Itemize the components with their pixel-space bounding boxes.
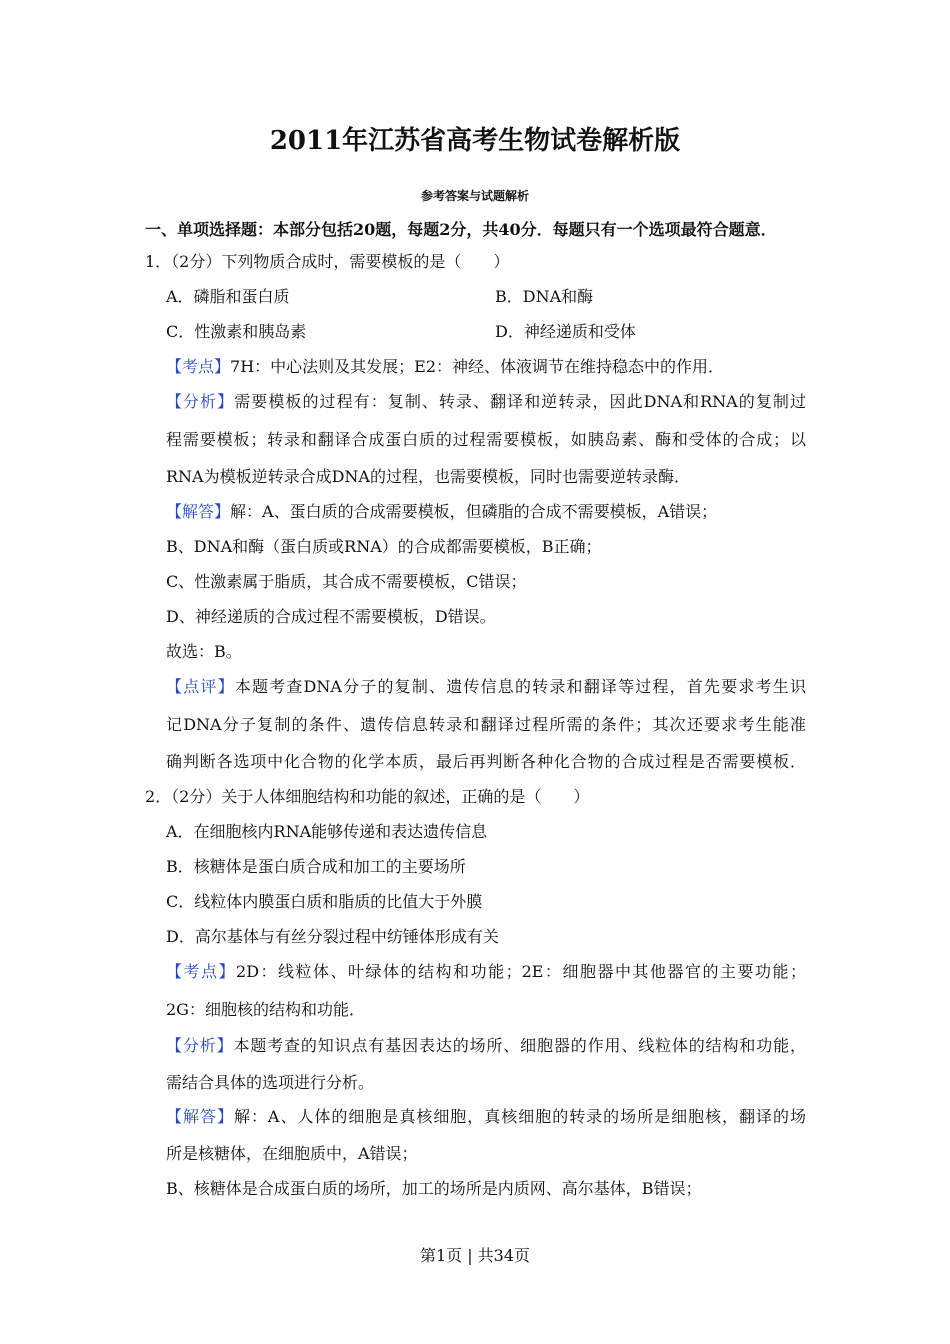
- question-stem: [145, 252, 509, 272]
- question-stem: [145, 787, 589, 807]
- text-line: [166, 857, 466, 877]
- section-tag: 【考点】: [166, 962, 237, 981]
- section-tag: 【考点】: [166, 357, 231, 376]
- answer-section-line: [166, 392, 806, 412]
- text-line: [166, 430, 806, 450]
- line-text: 故选：B。: [166, 642, 242, 661]
- option-text: A．磷脂和蛋白质: [166, 287, 290, 306]
- line-text: D、神经递质的合成过程不需要模板，D错误。: [166, 607, 496, 626]
- line-text: D．高尔基体与有丝分裂过程中纺锤体形成有关: [166, 927, 499, 946]
- text-line: [166, 467, 690, 487]
- text-line: [166, 1073, 374, 1093]
- line-text: 解：A、人体的细胞是真核细胞，真核细胞的转录的场所是细胞核，翻译的场: [233, 1107, 806, 1126]
- line-text: 解：A、蛋白质的合成需要模板，但磷脂的合成不需要模板，A错误；: [230, 502, 718, 521]
- text-line: [166, 572, 527, 592]
- line-text: 2．（2分）关于人体细胞结构和功能的叙述，正确的是（ ）: [145, 787, 590, 806]
- section-tag: 【解答】: [166, 502, 231, 521]
- line-text: 所是核糖体，在细胞质中，A错误；: [166, 1144, 418, 1163]
- section-heading: 一、单项选择题：本部分包括20题，每题2分，共40分．每题只有一个选项最符合题意．: [145, 220, 777, 239]
- text-line: [166, 1144, 418, 1164]
- line-text: 2D：线粒体、叶绿体的结构和功能；2E：细胞器中其他器官的主要功能；: [236, 962, 806, 981]
- line-text: B、核糖体是合成蛋白质的场所，加工的场所是内质网、高尔基体，B错误；: [166, 1179, 702, 1198]
- section-tag: 【点评】: [166, 677, 235, 696]
- line-text: C、性激素属于脂质，其合成不需要模板，C错误；: [166, 572, 527, 591]
- line-text: 1．（2分）下列物质合成时，需要模板的是（ ）: [145, 252, 510, 271]
- text-line: [166, 322, 306, 342]
- text-line: [166, 1179, 702, 1199]
- section-tag: 【分析】: [166, 392, 235, 411]
- section-tag: 【分析】: [166, 1036, 234, 1055]
- option-text: D．神经递质和受体: [495, 322, 636, 341]
- line-text: 记DNA分子复制的条件、遗传信息转录和翻译过程所需的条件；其次还要求考生能准: [166, 715, 806, 734]
- text-line: [166, 822, 487, 842]
- text-line: [166, 642, 242, 662]
- answer-section-line: [166, 502, 717, 522]
- answer-section-line: [166, 357, 724, 377]
- text-line: [166, 752, 806, 772]
- line-text: C．线粒体内膜蛋白质和脂质的比值大于外膜: [166, 892, 483, 911]
- page-footer: 第1页 | 共34页: [419, 1246, 531, 1265]
- line-text: 2G：细胞核的结构和功能．: [166, 1000, 365, 1019]
- text-line: [166, 1000, 365, 1020]
- line-text: 本题考查DNA分子的复制、遗传信息的转录和翻译等过程，首先要求考生识: [234, 677, 806, 696]
- line-text: B、DNA和酶（蛋白质或RNA）的合成都需要模板，B正确；: [166, 537, 602, 556]
- text-line: [166, 607, 496, 627]
- line-text: 本题考查的知识点有基因表达的场所、细胞器的作用、线粒体的结构和功能，: [233, 1036, 806, 1055]
- answer-section-line: [166, 962, 806, 982]
- text-line: [166, 927, 499, 947]
- line-text: 需要模板的过程有：复制、转录、翻译和逆转录，因此DNA和RNA的复制过: [234, 392, 806, 411]
- document-subtitle: 参考答案与试题解析: [420, 189, 529, 203]
- text-line: [166, 715, 806, 735]
- line-text: A．在细胞核内RNA能够传递和表达遗传信息: [166, 822, 488, 841]
- line-text: 需结合具体的选项进行分析。: [166, 1073, 375, 1092]
- answer-section-line: [166, 677, 806, 697]
- text-line: [166, 892, 482, 912]
- text-line: [166, 537, 602, 557]
- line-text: 确判断各选项中化合物的化学本质，最后再判断各种化合物的合成过程是否需要模板．: [166, 752, 806, 771]
- line-text: 程需要模板；转录和翻译合成蛋白质的过程需要模板，如胰岛素、酶和受体的合成；以: [166, 430, 806, 449]
- line-text: B．核糖体是蛋白质合成和加工的主要场所: [166, 857, 466, 876]
- line-text: 7H：中心法则及其发展；E2：神经、体液调节在维持稳态中的作用．: [230, 357, 725, 376]
- option-text: B．DNA和酶: [495, 287, 594, 306]
- document-title: 2011年江苏省高考生物试卷解析版: [269, 126, 681, 156]
- text-line: [166, 287, 290, 307]
- section-tag: 【解答】: [166, 1107, 234, 1126]
- line-text: RNA为模板逆转录合成DNA的过程，也需要模板，同时也需要逆转录酶．: [166, 467, 690, 486]
- answer-section-line: [166, 1107, 806, 1127]
- option-text: C．性激素和胰岛素: [166, 322, 307, 341]
- answer-section-line: [166, 1036, 806, 1056]
